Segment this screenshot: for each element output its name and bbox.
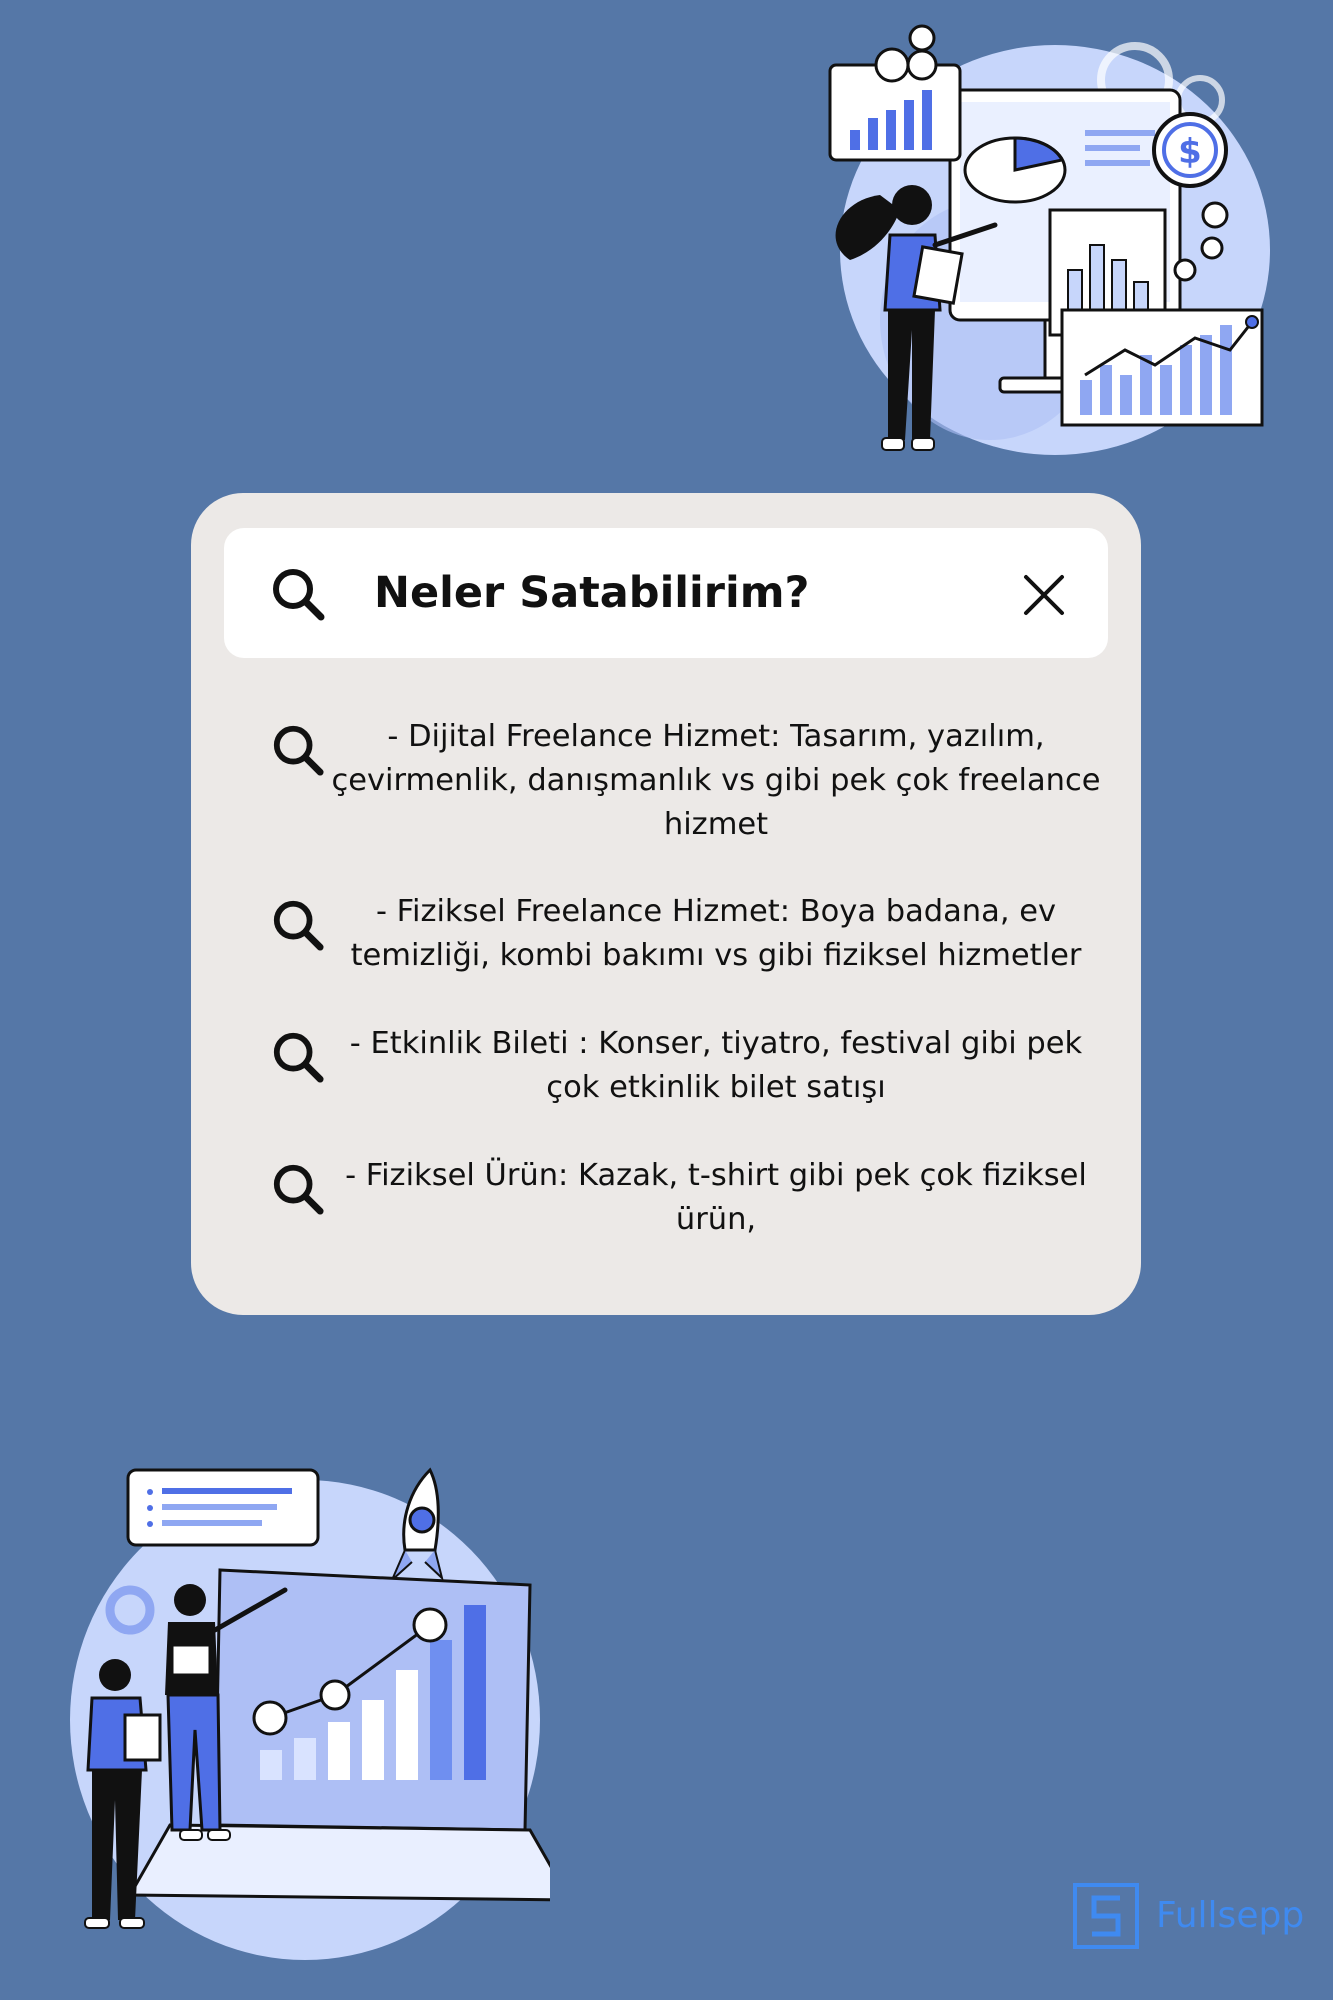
fullsepp-logo-icon bbox=[1072, 1882, 1140, 1950]
result-item-event-ticket bbox=[271, 1022, 1101, 1118]
svg-text:$: $ bbox=[1178, 132, 1202, 172]
fullsepp-logo bbox=[1072, 1880, 1312, 1952]
search-icon bbox=[271, 723, 325, 777]
result-item-text: - Fiziksel Ürün: Kazak, t-shirt gibi pek çok fiziksel ürün, bbox=[345, 1158, 1087, 1237]
brand-name: Fullsepp bbox=[1156, 1895, 1305, 1936]
search-icon bbox=[271, 898, 325, 952]
growth-chart-illustration bbox=[40, 1450, 550, 1970]
search-query-title: Neler Satabilirim? bbox=[374, 568, 810, 618]
result-item-physical-freelance bbox=[271, 890, 1101, 986]
result-item-text: - Etkinlik Bileti : Konser, tiyatro, festival gibi pek çok etkinlik bilet satışı bbox=[349, 1026, 1083, 1105]
close-icon[interactable] bbox=[1022, 573, 1066, 617]
search-results-card bbox=[191, 493, 1141, 1315]
search-icon bbox=[271, 1162, 325, 1216]
result-item-text: - Dijital Freelance Hizmet: Tasarım, yazılım, çevirmenlik, danışmanlık vs gibi pek çok freelance hizmet bbox=[331, 719, 1101, 842]
search-bar[interactable] bbox=[224, 528, 1108, 658]
result-item-physical-product bbox=[271, 1154, 1101, 1250]
analytics-dashboard-illustration bbox=[800, 20, 1280, 470]
search-icon bbox=[271, 1030, 325, 1084]
search-icon bbox=[270, 566, 326, 622]
result-item-text: - Fiziksel Freelance Hizmet: Boya badana, ev temizliği, kombi bakımı vs gibi fiziksel hizmetler bbox=[350, 894, 1082, 973]
result-item-digital-freelance bbox=[271, 715, 1101, 855]
